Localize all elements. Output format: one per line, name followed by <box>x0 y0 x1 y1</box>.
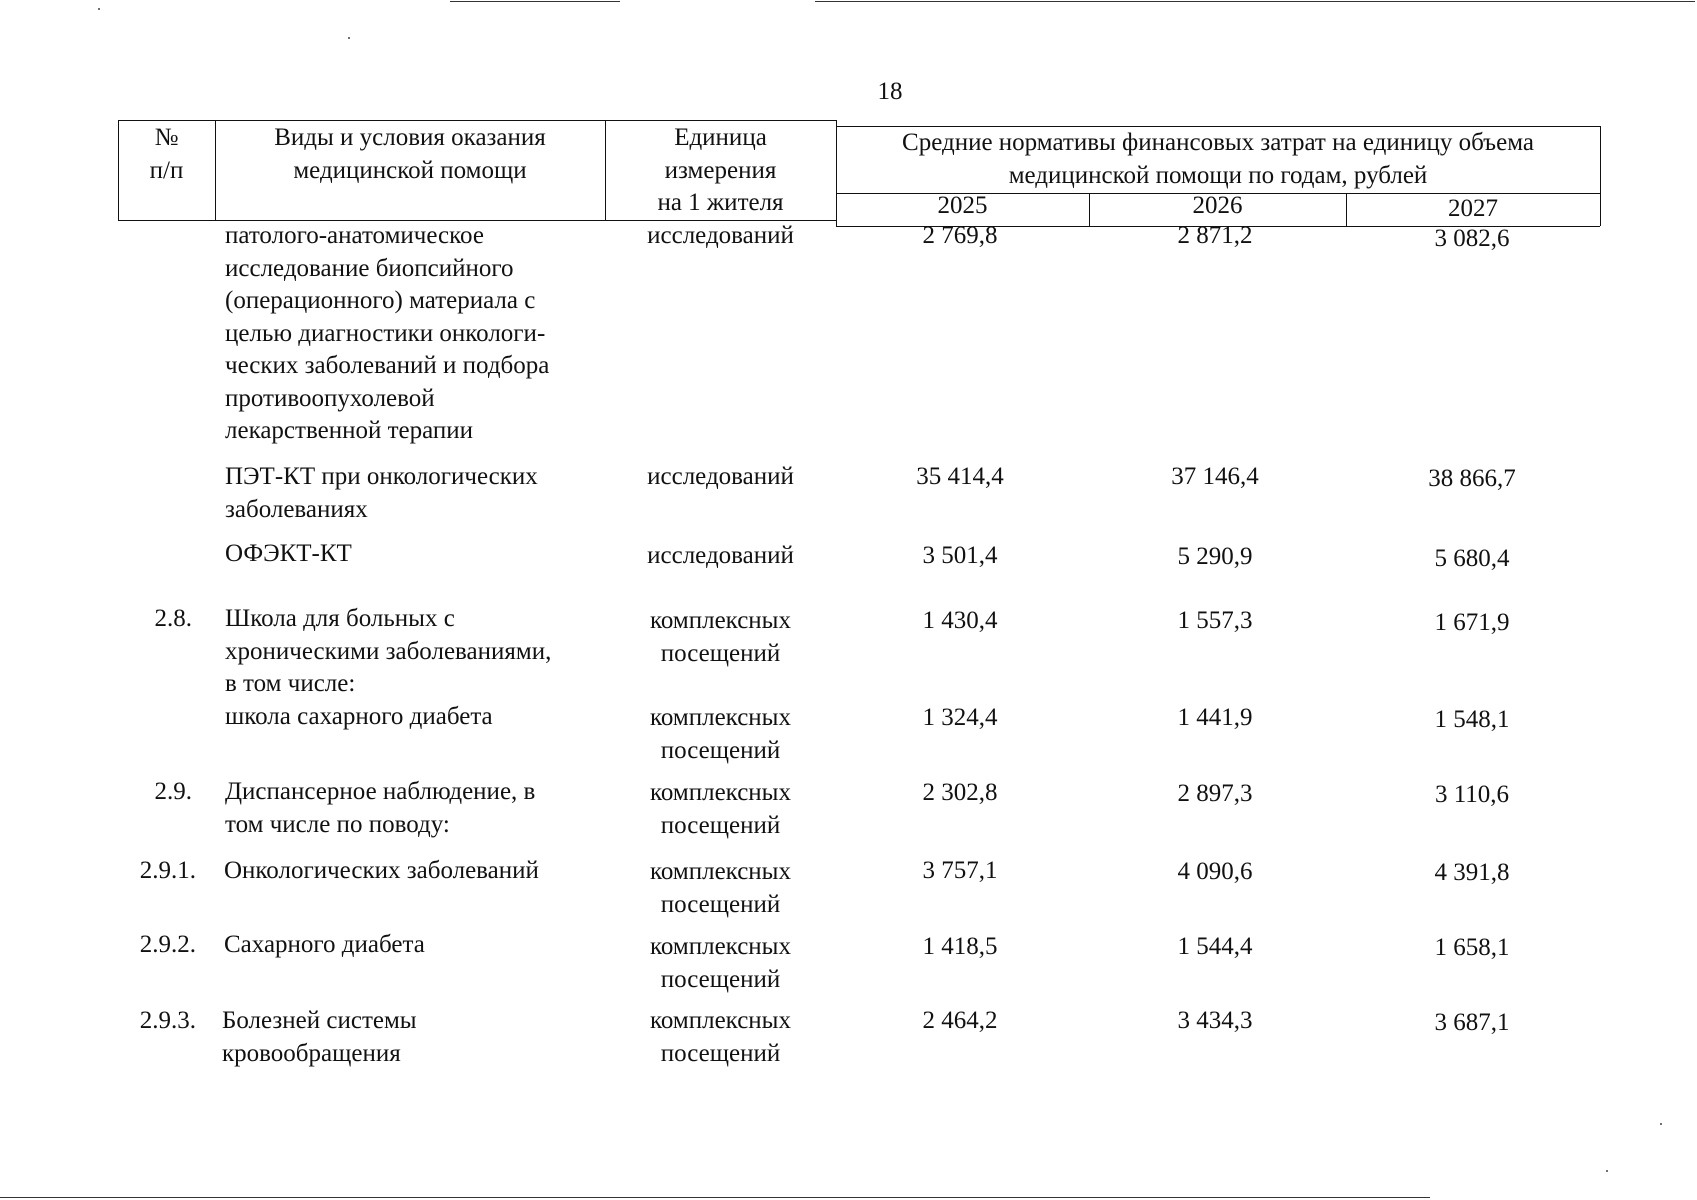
header-year-2025: 2025 <box>937 192 988 219</box>
row-unit: комплексных посещений <box>650 779 791 839</box>
page-number: 18 <box>877 78 903 105</box>
row-unit: комплексных посещений <box>650 607 791 667</box>
row-value-2026: 3 434,3 <box>1177 1007 1253 1034</box>
row-unit: комплексных посещений <box>650 858 791 918</box>
scan-speck <box>98 8 100 10</box>
row-care-type: Диспансерное наблюдение, в том числе по поводу: <box>225 778 536 838</box>
row-care-type: Сахарного диабета <box>224 931 425 958</box>
scan-speck <box>1606 1170 1608 1172</box>
row-value-2026: 2 897,3 <box>1177 780 1253 807</box>
row-unit: комплексных посещений <box>650 933 791 993</box>
row-care-type: Болезней системы кровообращения <box>222 1007 417 1067</box>
row-value-2027: 3 110,6 <box>1434 781 1510 808</box>
row-value-2027: 1 658,1 <box>1434 934 1510 961</box>
row-care-type: ОФЭКТ-КТ <box>225 540 352 567</box>
row-value-2026: 37 146,4 <box>1171 463 1259 490</box>
row-care-type: школа сахарного диабета <box>225 703 493 730</box>
header-cost-norms: Средние нормативы финансовых затрат на единицу объема медицинской помощи по годам, рублей <box>902 129 1534 189</box>
header-unit: Единица измерения на 1 жителя <box>657 124 784 216</box>
scan-line-top-left <box>450 1 620 2</box>
row-value-2025: 35 414,4 <box>916 463 1004 490</box>
row-value-2026: 1 441,9 <box>1177 704 1253 731</box>
header-year-2027: 2027 <box>1448 195 1498 222</box>
row-value-2026: 2 871,2 <box>1177 222 1253 249</box>
row-value-2025: 2 464,2 <box>922 1007 998 1034</box>
scan-line-top-right <box>815 1 1695 2</box>
row-care-type: ПЭТ-КТ при онкологических заболеваниях <box>225 463 538 523</box>
row-care-type: Школа для больных с хроническими заболеваниями, в том числе: <box>225 605 552 697</box>
row-number: 2.8. <box>154 605 192 632</box>
row-value-2025: 1 324,4 <box>922 704 998 731</box>
row-value-2026: 4 090,6 <box>1177 858 1253 885</box>
row-number: 2.9.3. <box>139 1007 196 1034</box>
scan-line-bottom <box>0 1197 1430 1198</box>
row-unit: исследований <box>647 222 794 249</box>
row-value-2027: 4 391,8 <box>1434 859 1510 886</box>
row-value-2027: 1 671,9 <box>1434 609 1510 636</box>
scan-speck <box>1660 1123 1662 1125</box>
header-care-type: Виды и условия оказания медицинской помощи <box>274 124 546 184</box>
row-unit: исследований <box>647 542 794 569</box>
row-unit: комплексных посещений <box>650 1007 791 1067</box>
row-care-type: патолого-анатомическое исследование биопсийного (операционного) материала с целью диагностики онкологи- ческих заболеваний и подбора противоопухолевой лекарственной терапии <box>225 222 550 444</box>
row-value-2027: 3 082,6 <box>1434 225 1510 252</box>
row-number: 2.9. <box>154 778 192 805</box>
scan-speck <box>348 37 350 39</box>
row-value-2025: 2 769,8 <box>922 222 998 249</box>
row-value-2027: 5 680,4 <box>1434 545 1510 572</box>
row-value-2025: 1 418,5 <box>922 933 998 960</box>
header-number: № п/п <box>149 124 184 184</box>
row-value-2025: 3 757,1 <box>922 857 998 884</box>
row-value-2025: 2 302,8 <box>922 779 998 806</box>
row-value-2027: 38 866,7 <box>1428 465 1516 492</box>
row-value-2026: 1 544,4 <box>1177 933 1253 960</box>
row-unit: исследований <box>647 463 794 490</box>
row-number: 2.9.2. <box>139 931 196 958</box>
row-value-2026: 5 290,9 <box>1177 543 1253 570</box>
row-value-2025: 3 501,4 <box>922 542 998 569</box>
row-value-2025: 1 430,4 <box>922 607 998 634</box>
row-number: 2.9.1. <box>139 857 196 884</box>
row-value-2026: 1 557,3 <box>1177 607 1253 634</box>
row-value-2027: 1 548,1 <box>1434 706 1510 733</box>
table-top-border <box>118 120 836 121</box>
row-unit: комплексных посещений <box>650 704 791 764</box>
row-care-type: Онкологических заболеваний <box>224 857 539 884</box>
header-year-2026: 2026 <box>1192 192 1243 219</box>
row-value-2027: 3 687,1 <box>1434 1009 1510 1036</box>
col-border-right <box>1600 126 1601 226</box>
